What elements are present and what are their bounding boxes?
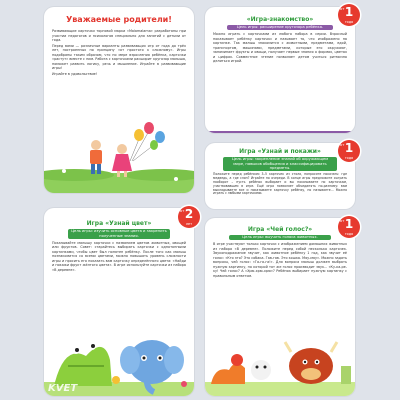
- badge-unit: лет: [185, 222, 193, 226]
- parents-paragraph-3: Играйте в удовольствие!: [52, 71, 98, 76]
- game-2-title: Игра «Узнай и покажи»: [239, 148, 321, 155]
- game-1-text: Можно играть с карточками из любого набора в серии. Взрослый показывает ребёнку карточки и называет то, что изображено на картинке. Так малыш знакомится с животными, предметами, едой, транспортом, машинами, предметами, которые его окружают, запоминает фрукты и овощи, получает первые знания о формах, цветах и цифрах. Совместное чтение позволяет детям учиться ритмично делиться игрой.: [213, 32, 347, 64]
- badge-unit: года: [344, 156, 354, 160]
- watermark: KVET: [48, 383, 78, 394]
- age-badge-game-3: [178, 206, 200, 228]
- farm-animals-illustration: [205, 336, 355, 396]
- age-badge-game-2: [338, 140, 360, 162]
- parents-paragraph-1: Развивающие карточки торговой марки «Malamalama» разработаны при участии педагогов и психологов специально для занятий с детьми от года.: [52, 29, 186, 42]
- game-card-4: [205, 218, 355, 396]
- parents-paragraph-2: Перед вами — различные варианты развивающих игр от года до трёх лет, построенных по принципу «от простого к сложному». Игры подобраны таким образом, что по мере взросления ребёнка, карточки «растут» вместе с ним. Работа с карточками расширит кругозор малыша, поможет развить логику, речь и мышление. Играйте в развивающие игры!: [52, 43, 186, 70]
- game-3-title: Игра «Узнай цвет»: [86, 220, 152, 227]
- game-card-2: [205, 143, 355, 209]
- game-1-title: «Игра-знакомство»: [246, 16, 314, 23]
- game-1-goal: Цель игры: расширение кругозора ребёнка.: [227, 25, 333, 31]
- badge-from: от: [180, 209, 185, 213]
- badge-unit: года: [344, 232, 354, 236]
- game-2-goal: Цель игры: закрепление знаний об окружающем мире, навыков обобщения и классифицировать предметы.: [223, 157, 337, 172]
- card-bottom-bar: [205, 131, 355, 133]
- game-4-text: В игре участвуют только карточки с изображением домашних животных из набора «В деревне». Положите перед собой несколько карточек. Звукоподражание звучит, как животное ребёнку 1 год, как звучит её голос: «Кто это? Это собака. Гав-гав. Это кошка. Мяу-мяу». Можно задать вопросы, чей голос: «Га-га-га!». Для вопроса малыш должен выбрать нужную картинку, по которой тот же голос производит звук... «Ку-ка-ре-ку! Чей голос? А «Хрю-хрю-хрю»? Ребёнок выбирает нужную картинку с правильным ответом.: [213, 242, 347, 278]
- children-with-balloons-illustration: [44, 121, 194, 193]
- game-card-1: [205, 7, 355, 133]
- game-card-3: [44, 208, 194, 396]
- badge-from: от: [340, 7, 345, 11]
- game-3-text: Показывайте малышу карточки с названием цветов животных, овощей или фруктов. Совет: старайтесь выбирать карточки с однотонными картинками, чтобы цвет был понятен ребёнку. После того как малыш познакомится со всеми цветами, можно повышать уровень сложности игры и просить его показать вам карточку определённого цвета: «Найди и покажи фрукт жёлтого цвета». В игре используйте карточки из набора «В деревне».: [52, 240, 186, 272]
- badge-from: от: [340, 219, 345, 223]
- badge-number: 1: [344, 217, 354, 231]
- badge-unit: года: [344, 20, 354, 24]
- age-badge-game-4: [338, 216, 360, 238]
- badge-from: от: [340, 143, 345, 147]
- badge-number: 1: [344, 5, 354, 19]
- game-2-text: Положите перед ребёнком 3–5 карточек из стола, попросите показать: где медведь, а где слон? Играйте по очереди. В конце игры предложите сыграть наоборот – пусть ребёнок выбирает и вы показываете по карточкам, участвовавшим в игре. Ещё игра позволяет объединять по-разному: вам выкладываете все и показываете карточку ребёнку, но называете... Можно играть с любыми карточками.: [213, 172, 347, 196]
- badge-number: 1: [344, 141, 354, 155]
- game-4-goal: Цель игры: выучить голоса животных.: [229, 235, 331, 241]
- game-4-title: Игра «Чей голос?»: [247, 226, 313, 233]
- parents-title: Уважаемые родители!: [66, 15, 172, 24]
- age-badge-game-1: [338, 4, 360, 26]
- parents-card: [44, 7, 194, 193]
- badge-number: 2: [184, 207, 194, 221]
- game-3-goal: Цель игры: изучить основные цвета и закрепить полученные знания.: [68, 229, 170, 239]
